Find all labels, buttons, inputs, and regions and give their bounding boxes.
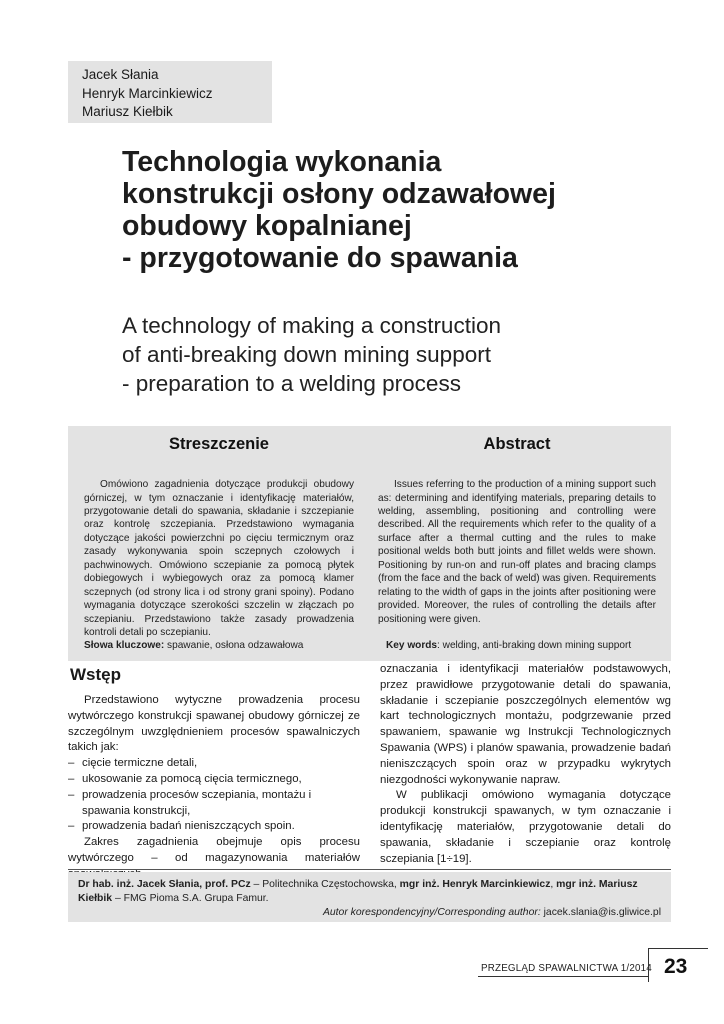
title-polish [122,146,682,274]
body-left-column [68,662,360,883]
corresponding-label: Autor korespondencyjny/Corresponding author: [322,907,544,918]
author-affil-name: Dr hab. inż. Jacek Słania, prof. PCz [78,879,251,890]
title-line: - preparation to a welding process [122,371,461,396]
corresponding-email[interactable]: jacek.slania@is.gliwice.pl [543,907,661,918]
title-line: obudowy kopalnianej [122,210,412,242]
body-paragraph: oznaczania i identyfikacji materiałów podstawowych, przez prawidłowe przygotowanie detali do spawania, składanie i sczepianie poszczególnych elementów wg kart technologicznych montażu, podgrzewanie przed spawaniem, spawanie wg Instrukcji Technologicznych Spawania (WPS) i planów spawania, prowadzenie badań nieniszczących spoin oraz w przypadku wykrytych niezgodności wykonywanie napraw. [380,663,671,786]
body-paragraph: W publikacji omówiono wymagania dotyczące produkcji konstrukcji spawanych, w tym oznaczanie i identyfikację materiałów, przygotowanie detali do spawania, składanie i sczepianie oraz kontrolę sczepiania [1÷19]. [380,789,671,865]
author-affil-name: mgr inż. Henryk Marcinkiewicz [399,879,551,890]
affiliation-box [68,872,671,922]
keywords-label: Słowa kluczowe: [84,640,165,651]
author-affil-org: – FMG Pioma S.A. Grupa Famur. [112,893,269,904]
list-item: – ukosowanie za pomocą cięcia termicznego, [68,772,360,788]
journal-name: PRZEGLĄD SPAWALNICTWA 1/2014 [481,963,652,974]
body-paragraph: Przedstawiono wytyczne prowadzenia procesu wytwórczego konstrukcji spawanej obudowy górniczej ze szczególnym uwzględnieniem procesów spawalniczych takich jak: [68,694,360,754]
body-right-column [380,662,671,867]
title-line: Technologia wykonania [122,146,442,178]
affil-separator: , [550,879,557,890]
author-affil-name: mgr inż. Mariusz Kiełbik [78,879,638,904]
streszczenie-text: Omówiono zagadnienia dotyczące produkcji obudowy górniczej, w tym oznaczanie i identyfikację materiałów, przygotowanie detali do spawania, składanie i szczepianie oraz kontrolę szczepiania. Przedstawiono wymagania dotyczące jakości powierzchni po cięciu termicznym oraz zasady wykonywania spoin sczepnych czołowych i pachwinowych. Omówiono sczepianie za pomocą płytek dobiegowych i wybiegowych oraz za pomocą klamer sczepnych (od strony lica i od strony grani spoiny). Podano wymagania dotyczące szerokości szczelin w złączach po sczepianiu. Przedstawiono także zasady prowadzenia kontroli detali po sczepianiu. [84,479,354,639]
streszczenie-keywords [84,640,354,651]
keywords-label: Key words [386,640,438,651]
keywords-value: spawanie, osłona odzawałowa [167,640,304,651]
list-item: – prowadzenia badań nieniszczących spoin. [68,819,360,835]
abstract-box [68,426,671,661]
affiliation-line [78,878,661,906]
title-english [122,311,682,398]
abstract-heading: Abstract [483,435,551,453]
title-line: konstrukcji osłony odzawałowej [122,178,556,210]
author-name: Mariusz Kiełbik [82,104,173,119]
authors-box [68,61,272,123]
title-line: A technology of making a construction [122,313,501,338]
list-item: – cięcie termiczne detali, [68,756,360,772]
abstract-keywords [378,640,656,651]
affiliation-divider [68,869,671,870]
section-heading: Wstęp [70,665,121,684]
author-name: Henryk Marcinkiewicz [82,85,213,101]
keywords-value: : welding, anti-braking down mining support [437,640,632,651]
footer-divider [478,976,648,977]
title-line: - przygotowanie do spawania [122,242,518,274]
abstract-text: Issues referring to the production of a mining support such as: determining and identifying materials, preparing details to welding, assembling, positioning and controlling were described. All the requirements which refer to the quality of a surface after a thermal cutting and the rules to make positional welds both butt joints and fillet welds were shown. Positioning by run-on and run-off plates and bracing clamps (from the face and the back of weld) was given. Requirements relating to the width of gaps in the joints after positioning were provided. Moreover, the rules of controlling the details after positioning were given. [378,479,656,625]
author-name: Jacek Słania [82,67,159,82]
author-affil-org: – Politechnika Częstochowska, [250,879,400,890]
page-number: 23 [648,948,708,982]
corresponding-author-line [78,906,661,920]
body-paragraph: Zakres zagadnienia obejmuje opis procesu wytwórczego – od magazynowania materiałów [68,836,360,864]
list-item: – prowadzenia procesów sczepiania, montażu i spawania konstrukcji, [68,788,360,820]
process-list [68,756,360,835]
streszczenie-heading: Streszczenie [169,435,269,453]
title-line: of anti-breaking down mining support [122,342,491,367]
